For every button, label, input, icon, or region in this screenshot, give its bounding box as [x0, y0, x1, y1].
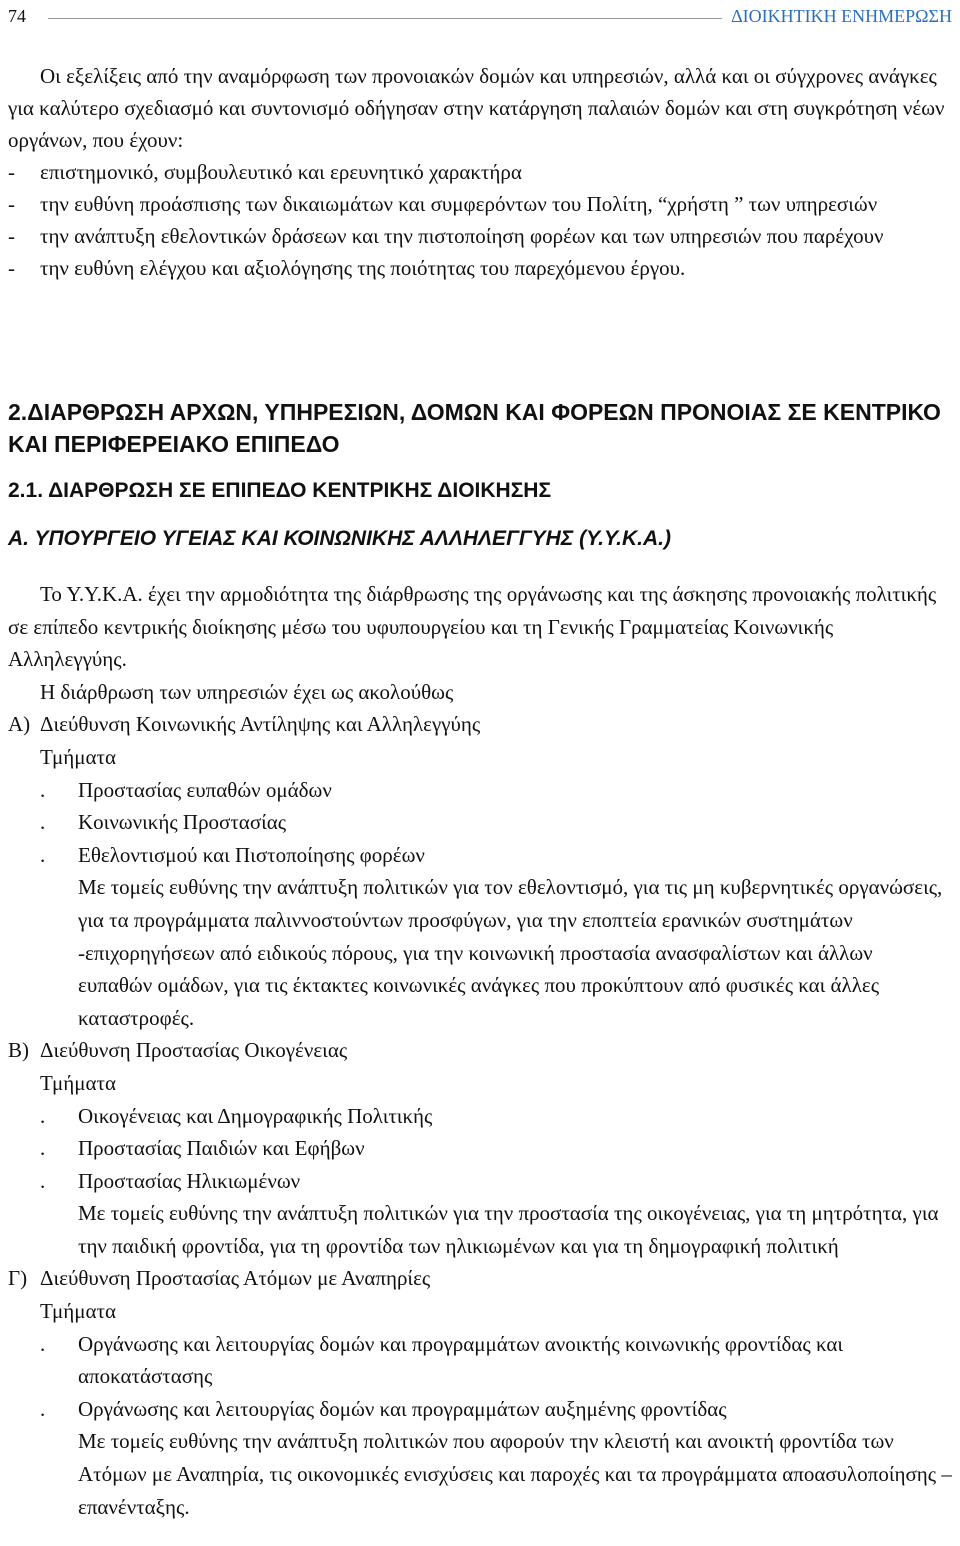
department-name: Οργάνωσης και λειτουργίας δομών και προγραμμάτων αυξημένης φροντίδας	[78, 1396, 727, 1421]
department-item	[8, 806, 952, 839]
list-item-text: την ευθύνη ελέγχου και αξιολόγησης της ποιότητας του παρεχόμενου έργου.	[40, 256, 686, 280]
department-name: Εθελοντισμού και Πιστοποίησης φορέων	[78, 842, 425, 867]
department-item	[8, 1328, 952, 1393]
list-item	[8, 252, 952, 284]
page-header	[8, 6, 952, 26]
intro-section	[8, 60, 952, 284]
list-item	[8, 156, 952, 188]
list-item-text: την ευθύνη προάσπισης των δικαιωμάτων και συμφερόντων του Πολίτη, “χρήστη ” των υπηρεσιών	[40, 192, 878, 216]
directorate-letter: Γ)	[8, 1266, 28, 1291]
dot-marker: .	[40, 1331, 46, 1356]
department-item	[8, 1393, 952, 1426]
departments-label: Τμήματα	[40, 1070, 116, 1095]
department-name: Προστασίας Ηλικιωμένων	[78, 1168, 301, 1193]
intro-paragraph: Οι εξελίξεις από την αναμόρφωση των προνοιακών δομών και υπηρεσιών, αλλά και οι σύγχρονες ανάγκες για καλύτερο σχεδιασμό και συντονισμό οδήγησαν στην κατάργηση παλαιών δομών και στη συγκρότηση νέων οργάνων, που έχουν:	[8, 64, 945, 152]
directorate-name: Διεύθυνση Προστασίας Οικογένειας	[40, 1038, 348, 1063]
list-item-text: την ανάπτυξη εθελοντικών δράσεων και την πιστοποίηση φορέων και των υπηρεσιών που παρέχουν	[40, 224, 884, 248]
directorate-letter: Α)	[8, 712, 31, 737]
department-item	[8, 839, 952, 872]
departments-label: Τμήματα	[40, 1299, 116, 1324]
directorate-name: Διεύθυνση Κοινωνικής Αντίληψης και Αλληλεγγύης	[40, 712, 481, 737]
dash-marker: -	[8, 160, 15, 184]
department-name: Οικογένειας και Δημογραφικής Πολιτικής	[78, 1103, 433, 1128]
department-name: Προστασίας ευπαθών ομάδων	[78, 777, 332, 802]
dash-marker: -	[8, 256, 15, 280]
responsibilities-text: Με τομείς ευθύνης την ανάπτυξη πολιτικών για τον εθελοντισμό, για τις μη κυβερνητικές οργανώσεις, για τα προγράμματα παλιννοστούντων προσφύγων, για την εποπτεία ερανικών συστημάτων -επιχορηγήσεων από ειδικούς πόρους, για την κοινωνική προστασία ανασφαλίστων και άλλων ευπαθών ομάδων, για τις έκτακτες κοινωνικές ανάγκες που προκύπτουν από φυσικές και άλλες καταστροφές.	[78, 875, 943, 1030]
structure-intro: Η διάρθρωση των υπηρεσιών έχει ως ακολούθως	[40, 679, 454, 704]
directorate-c	[8, 1262, 952, 1295]
department-item	[8, 1100, 952, 1133]
dot-marker: .	[40, 1396, 46, 1421]
directorate-a	[8, 708, 952, 741]
directorate-b	[8, 1034, 952, 1067]
department-name: Προστασίας Παιδιών και Εφήβων	[78, 1136, 365, 1161]
department-name: Κοινωνικής Προστασίας	[78, 810, 287, 835]
header-rule	[48, 18, 722, 19]
section-heading-2-1: 2.1. ΔΙΑΡΘΡΩΣΗ ΣΕ ΕΠΙΠΕΔΟ ΚΕΝΤΡΙΚΗΣ ΔΙΟΙΚΗΣΗΣ	[8, 479, 552, 502]
responsibilities-text: Με τομείς ευθύνης την ανάπτυξη πολιτικών που αφορούν την κλειστή και ανοικτή φροντίδα των Ατόμων με Αναπηρία, τις οικονομικές ενισχύσεις και παροχές και τα προγράμματα αποασυλοποίησης – επανένταξης.	[78, 1429, 952, 1519]
dot-marker: .	[40, 1136, 46, 1161]
running-head: ΔΙΟΙΚΗΤΙΚΗ ΕΝΗΜΕΡΩΣΗ	[731, 6, 952, 26]
directorate-name: Διεύθυνση Προστασίας Ατόμων με Αναπηρίες	[40, 1266, 431, 1291]
dot-marker: .	[40, 1168, 46, 1193]
list-item-text: επιστημονικό, συμβουλευτικό και ερευνητικό χαρακτήρα	[40, 160, 522, 184]
page-number: 74	[8, 6, 26, 26]
list-item	[8, 188, 952, 220]
ministry-heading: Α. ΥΠΟΥΡΓΕΙΟ ΥΓΕΙΑΣ ΚΑΙ ΚΟΙΝΩΝΙΚΗΣ ΑΛΛΗΛΕΓΓΥΗΣ (Υ.Υ.Κ.Α.)	[8, 527, 671, 550]
dash-marker: -	[8, 224, 15, 248]
list-item	[8, 220, 952, 252]
department-item	[8, 1165, 952, 1198]
dot-marker: .	[40, 810, 46, 835]
department-item	[8, 774, 952, 807]
section-heading-2: 2.ΔΙΑΡΘΡΩΣΗ ΑΡΧΩΝ, ΥΠΗΡΕΣΙΩΝ, ΔΟΜΩΝ ΚΑΙ ΦΟΡΕΩΝ ΠΡΟΝΟΙΑΣ ΣΕ ΚΕΝΤΡΙΚΟ ΚΑΙ ΠΕΡΙΦΕΡΕΙΑΚΟ ΕΠΙΠΕΔΟ	[8, 399, 941, 457]
responsibilities-text: Με τομείς ευθύνης την ανάπτυξη πολιτικών για την προστασία της οικογένειας, για τη μητρότητα, για την παιδική φροντίδα, για τη φροντίδα των ηλικιωμένων και για τη δημογραφική πολιτική	[78, 1201, 939, 1258]
dot-marker: .	[40, 777, 46, 802]
body-section	[8, 578, 952, 1523]
dot-marker: .	[40, 842, 46, 867]
dot-marker: .	[40, 1103, 46, 1128]
department-name: Οργάνωσης και λειτουργίας δομών και προγραμμάτων ανοικτής κοινωνικής φροντίδας και αποκατάστασης	[78, 1331, 844, 1389]
directorate-letter: Β)	[8, 1038, 29, 1063]
departments-label: Τμήματα	[40, 744, 116, 769]
department-item	[8, 1132, 952, 1165]
dash-marker: -	[8, 192, 15, 216]
ministry-paragraph: Το Υ.Υ.Κ.Α. έχει την αρμοδιότητα της διάρθρωσης της οργάνωσης και της άσκησης προνοιακής πολιτικής σε επίπεδο κεντρικής διοίκησης μέσω του υφυπουργείου και τη Γενικής Γραμματείας Κοινωνικής Αλληλεγγύης.	[8, 582, 937, 672]
